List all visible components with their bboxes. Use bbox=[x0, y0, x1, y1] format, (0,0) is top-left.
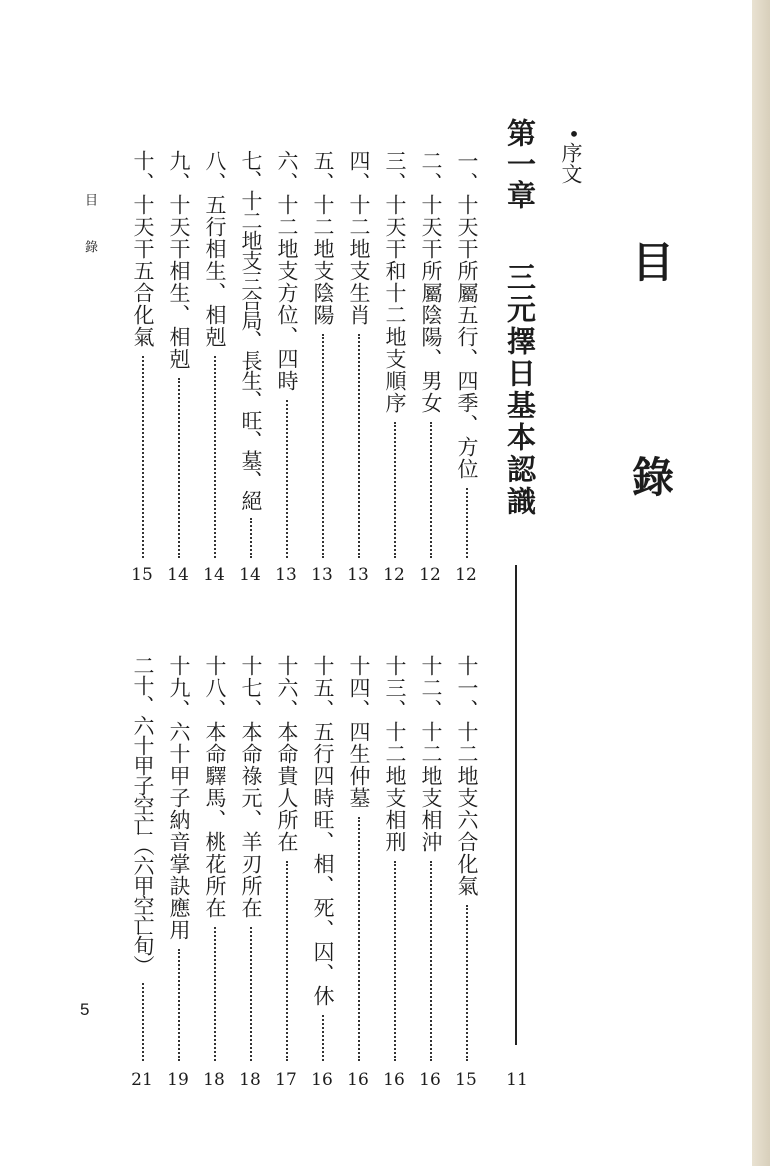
toc-entry-page: 18 bbox=[239, 1070, 261, 1090]
toc-entry-page: 16 bbox=[311, 1070, 333, 1090]
toc-entry-label: 八、五行相生、相剋 bbox=[203, 150, 227, 348]
toc-entry[interactable] bbox=[128, 655, 158, 1065]
toc-entry-label: 九、十天干相生、相剋 bbox=[167, 150, 191, 370]
toc-entry[interactable] bbox=[344, 150, 374, 562]
folio-number: 5 bbox=[80, 1000, 90, 1019]
toc-entry-label: 十九、六十甲子納音掌訣應用 bbox=[167, 655, 191, 941]
leader-dots bbox=[358, 334, 360, 558]
toc-entry-label: 十、十天干五合化氣 bbox=[131, 150, 155, 348]
leader-dots bbox=[214, 356, 216, 558]
toc-entry-page: 15 bbox=[131, 565, 153, 585]
toc-entry-page: 16 bbox=[347, 1070, 369, 1090]
toc-entry-page: 12 bbox=[419, 565, 441, 585]
toc-entry-label: 一、十天干所屬五行、四季、方位 bbox=[455, 150, 479, 480]
chapter-page-number: 11 bbox=[506, 1070, 528, 1090]
toc-entry-label: 十二、十二地支相沖 bbox=[419, 655, 443, 853]
leader-dots bbox=[430, 422, 432, 558]
leader-dots bbox=[214, 927, 216, 1061]
toc-entry[interactable] bbox=[452, 150, 482, 562]
leader-dots bbox=[250, 927, 252, 1061]
toc-entry-preface[interactable]: 序文 bbox=[559, 142, 583, 184]
chapter-title: 三元擇日基本認識 bbox=[503, 262, 537, 518]
toc-entry-page: 14 bbox=[167, 565, 189, 585]
toc-entry-label: 四、十二地支生肖 bbox=[347, 150, 371, 326]
toc-entry[interactable] bbox=[344, 655, 374, 1065]
leader-dots bbox=[466, 905, 468, 1061]
toc-entry-label: 二十、六十甲子空亡（六甲空亡旬） bbox=[131, 655, 155, 975]
toc-entry[interactable] bbox=[380, 150, 410, 562]
leader-dots bbox=[250, 518, 252, 558]
toc-entry[interactable] bbox=[416, 655, 446, 1065]
toc-entry-label: 六、十二地支方位、四時 bbox=[275, 150, 299, 392]
toc-entry[interactable] bbox=[452, 655, 482, 1065]
preface-bullet: • bbox=[562, 122, 586, 146]
page-title: 目 錄 bbox=[626, 240, 675, 559]
toc-entry-page: 13 bbox=[275, 565, 297, 585]
toc-entry-page: 17 bbox=[275, 1070, 297, 1090]
toc-entry-label: 十三、十二地支相刑 bbox=[383, 655, 407, 853]
toc-entry-label: 十六、本命貴人所在 bbox=[275, 655, 299, 853]
toc-entry-page: 14 bbox=[239, 565, 261, 585]
toc-entry-page: 16 bbox=[419, 1070, 441, 1090]
running-head-top: 目 bbox=[82, 193, 97, 206]
toc-entry[interactable] bbox=[380, 655, 410, 1065]
running-head-bottom: 錄 bbox=[82, 240, 97, 253]
toc-entry-label: 五、十二地支陰陽 bbox=[311, 150, 335, 326]
toc-entry-page: 15 bbox=[455, 1070, 477, 1090]
toc-entry[interactable] bbox=[308, 150, 338, 562]
leader-dots bbox=[394, 861, 396, 1061]
toc-entry-page: 19 bbox=[167, 1070, 189, 1090]
leader-dots bbox=[358, 817, 360, 1061]
toc-entry[interactable] bbox=[236, 150, 266, 562]
leader-dots bbox=[142, 983, 144, 1061]
toc-entry-label: 二、十天干所屬陰陽、男女 bbox=[419, 150, 443, 414]
toc-entry[interactable] bbox=[272, 655, 302, 1065]
toc-entry[interactable] bbox=[164, 655, 194, 1065]
leader-dots bbox=[322, 1015, 324, 1061]
leader-dots bbox=[466, 488, 468, 558]
toc-entry-page: 14 bbox=[203, 565, 225, 585]
leader-dots bbox=[178, 949, 180, 1061]
leader-dots bbox=[178, 378, 180, 558]
toc-entry-page: 12 bbox=[383, 565, 405, 585]
toc-entry-label: 十七、本命祿元、羊刃所在 bbox=[239, 655, 263, 919]
toc-entry-label: 十一、十二地支六合化氣 bbox=[455, 655, 479, 897]
toc-entry[interactable] bbox=[236, 655, 266, 1065]
toc-entry[interactable] bbox=[308, 655, 338, 1065]
toc-entry-page: 13 bbox=[347, 565, 369, 585]
chapter-number: 第一章 bbox=[503, 118, 537, 211]
toc-entry-label: 三、十天干和十二地支順序 bbox=[383, 150, 407, 414]
toc-entry[interactable] bbox=[128, 150, 158, 562]
toc-entry[interactable] bbox=[272, 150, 302, 562]
toc-entry-page: 21 bbox=[131, 1070, 153, 1090]
toc-entry-label: 十四、四生仲墓 bbox=[347, 655, 371, 809]
toc-entry[interactable] bbox=[200, 655, 230, 1065]
toc-entry-page: 13 bbox=[311, 565, 333, 585]
toc-entry[interactable] bbox=[416, 150, 446, 562]
leader-dots bbox=[286, 400, 288, 558]
toc-entry-page: 16 bbox=[383, 1070, 405, 1090]
leader-dots bbox=[286, 861, 288, 1061]
page-edge bbox=[752, 0, 770, 1166]
leader-dots bbox=[430, 861, 432, 1061]
toc-entry-label: 十八、本命驛馬、桃花所在 bbox=[203, 655, 227, 919]
toc-entry-page: 12 bbox=[455, 565, 477, 585]
toc-entry-page: 18 bbox=[203, 1070, 225, 1090]
toc-entry[interactable] bbox=[164, 150, 194, 562]
toc-entry-label: 十五、五行四時旺、相、死、囚、休 bbox=[311, 655, 335, 1007]
leader-dots bbox=[322, 334, 324, 558]
leader-dots bbox=[394, 422, 396, 558]
toc-entry-label: 七、十二地支三合局、長生、旺、墓、絕 bbox=[239, 150, 263, 510]
leader-dots bbox=[142, 356, 144, 558]
toc-entry[interactable] bbox=[200, 150, 230, 562]
chapter-rule bbox=[515, 565, 517, 1045]
